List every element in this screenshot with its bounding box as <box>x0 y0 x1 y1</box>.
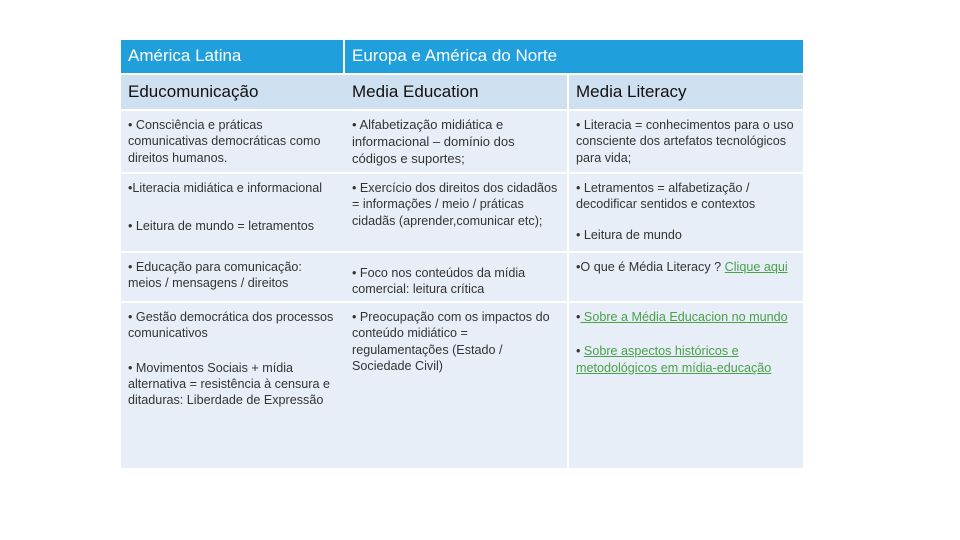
media-educacion-mundo-link[interactable]: Sobre a Média Educacion no mundo <box>580 310 788 324</box>
subheader-media-education: Media Education <box>345 75 569 111</box>
cell-text: • Exercício dos direitos dos cidadãos = informações / meio / práticas cidadãs (aprender,comunicar etc); <box>352 181 558 228</box>
aspectos-historicos-link[interactable]: Sobre aspectos históricos e metodológicos em mídia-educação <box>576 344 772 375</box>
clique-aqui-link[interactable]: Clique aqui <box>724 260 788 274</box>
table-cell <box>569 174 805 253</box>
cell-text-prefix: • <box>576 344 584 359</box>
cell-text: • Foco nos conteúdos da mídia comercial: leitura crítica <box>352 266 526 297</box>
header-america-latina: América Latina <box>121 40 345 75</box>
table-cell <box>345 111 569 174</box>
cell-text: • Gestão democrática dos processos comunicativos <box>128 310 334 341</box>
table-cell <box>121 253 345 303</box>
cell-text-prefix: •O que é Média Literacy ? <box>576 260 725 274</box>
subheader-media-literacy: Media Literacy <box>569 75 805 111</box>
cell-text: • Literacia = conhecimentos para o uso consciente dos artefatos tecnológicos para vida; <box>576 118 794 165</box>
table-cell <box>121 111 345 174</box>
table-cell <box>121 174 345 253</box>
cell-text: • Alfabetização midiática e informacional – domínio dos códigos e suportes; <box>352 117 515 166</box>
table-cell <box>345 303 569 470</box>
cell-text: • Movimentos Sociais + mídia alternativa = resistência à censura e ditaduras: Liberdade de Expressão <box>128 360 330 408</box>
table-cell <box>569 111 805 174</box>
cell-text: • Consciência e práticas comunicativas democráticas como direitos humanos. <box>128 118 321 165</box>
table-cell <box>345 174 569 253</box>
cell-text: • Educação para comunicação: meios / mensagens / direitos <box>128 260 302 291</box>
header-europa-america-norte: Europa e América do Norte <box>345 40 805 75</box>
cell-text: • Preocupação com os impactos do conteúdo midiático = regulamentações (Estado / Sociedade Civil) <box>352 310 550 374</box>
table-cell <box>569 253 805 303</box>
table-cell <box>569 303 805 470</box>
cell-text <box>576 259 796 275</box>
cell-text-prefix: • <box>576 310 581 324</box>
cell-text: • Leitura de mundo <box>576 227 682 242</box>
cell-text: •Literacia midiática e informacional <box>128 181 323 195</box>
subheader-educomunicacao: Educomunicação <box>121 75 345 111</box>
cell-text <box>576 309 796 325</box>
cell-text <box>576 343 796 376</box>
comparison-table <box>121 40 805 505</box>
table-cell <box>121 303 345 470</box>
table-cell <box>345 253 569 303</box>
cell-text: • Letramentos = alfabetização / decodificar sentidos e contextos <box>576 181 756 212</box>
cell-text: • Leitura de mundo = letramentos <box>128 219 315 234</box>
